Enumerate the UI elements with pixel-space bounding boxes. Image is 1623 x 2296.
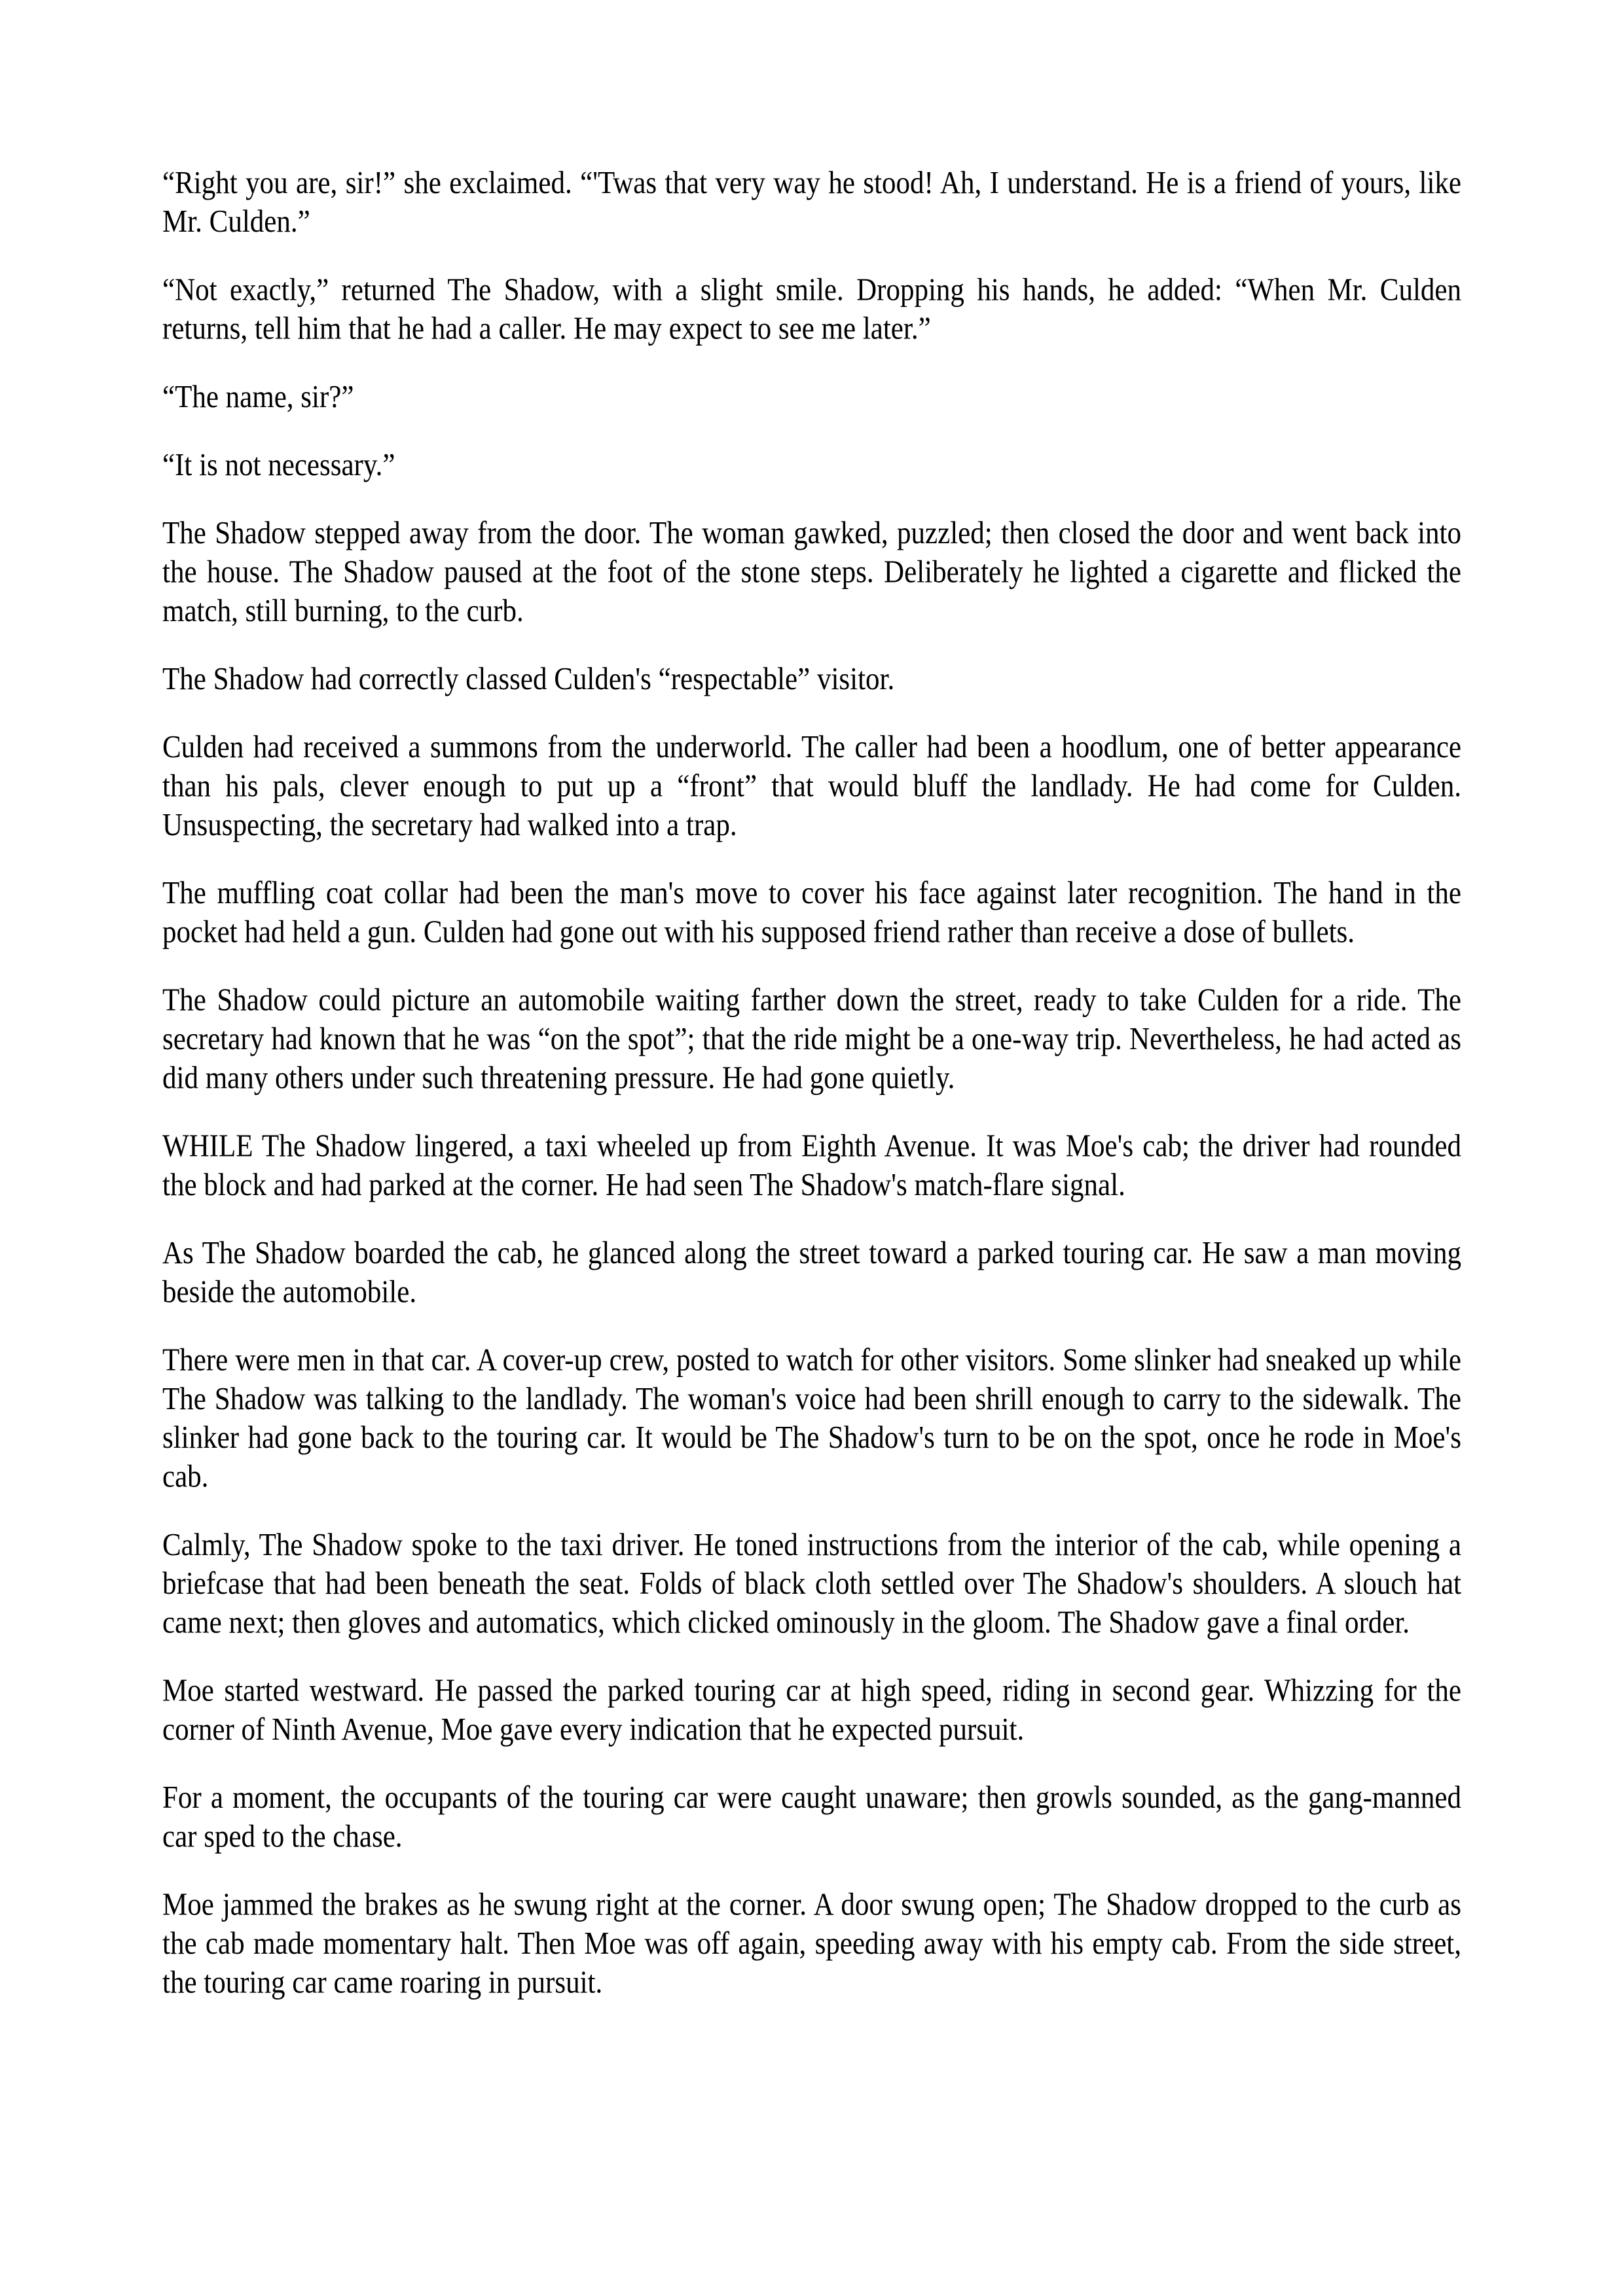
paragraph: The Shadow could picture an automobile waiting farther down the street, ready to take Culden for a ride. The secretary had known that he was “on the spot”; that the ride might be a one-way trip. Nevertheless, he had acted as did many others under such threatening pressure. He had gone quietly. [162, 983, 1461, 1096]
paragraph: Moe started westward. He passed the parked touring car at high speed, riding in second gear. Whizzing for the corner of Ninth Avenue, Moe gave every indication that he expected pursuit. [162, 1674, 1461, 1748]
paragraph: “Not exactly,” returned The Shadow, with a slight smile. Dropping his hands, he added: “When Mr. Culden returns, tell him that he had a caller. He may expect to see me later.” [162, 272, 1461, 346]
paragraph: “The name, sir?” [162, 380, 354, 415]
paragraph: “It is not necessary.” [162, 448, 395, 483]
document-text [162, 164, 1461, 2002]
paragraph: For a moment, the occupants of the touring car were caught unaware; then growls sounded, as the gang-manned car sped to the chase. [162, 1780, 1461, 1854]
paragraph: The Shadow had correctly classed Culden's “respectable” visitor. [162, 662, 895, 697]
paragraph: “Right you are, sir!” she exclaimed. “'Twas that very way he stood! Ah, I understand. He is a friend of yours, like Mr. Culden.” [162, 166, 1461, 240]
paragraph: The Shadow stepped away from the door. The woman gawked, puzzled; then closed the door and went back into the house. The Shadow paused at the foot of the stone steps. Deliberately he lighted a cigarette and flicked the match, still burning, to the curb. [162, 516, 1461, 629]
paragraph: Moe jammed the brakes as he swung right at the corner. A door swung open; The Shadow dropped to the curb as the cab made momentary halt. Then Moe was off again, speeding away with his empty cab. From the side street, the touring car came roaring in pursuit. [162, 1888, 1461, 2000]
paragraph: WHILE The Shadow lingered, a taxi wheeled up from Eighth Avenue. It was Moe's cab; the driver had rounded the block and had parked at the corner. He had seen The Shadow's match-flare signal. [162, 1129, 1461, 1203]
paragraph: Calmly, The Shadow spoke to the taxi driver. He toned instructions from the interior of the cab, while opening a briefcase that had been beneath the seat. Folds of black cloth settled over The Shadow's shoulders. A slouch hat came next; then gloves and automatics, which clicked ominously in the gloom. The Shadow gave a final order. [162, 1528, 1461, 1640]
paragraph: Culden had received a summons from the underworld. The caller had been a hoodlum, one of better appearance than his pals, clever enough to put up a “front” that would bluff the landlady. He had come for Culden. Unsuspecting, the secretary had walked into a trap. [162, 730, 1461, 843]
paragraph: There were men in that car. A cover-up crew, posted to watch for other visitors. Some slinker had sneaked up while The Shadow was talking to the landlady. The woman's voice had been shrill enough to carry to the sidewalk. The slinker had gone back to the touring car. It would be The Shadow's turn to be on the spot, once he rode in Moe's cab. [162, 1343, 1461, 1494]
paragraph: As The Shadow boarded the cab, he glanced along the street toward a parked touring car. He saw a man moving beside the automobile. [162, 1236, 1461, 1310]
paragraph: The muffling coat collar had been the man's move to cover his face against later recognition. The hand in the pocket had held a gun. Culden had gone out with his supposed friend rather than receive a dose of bullets. [162, 876, 1461, 950]
